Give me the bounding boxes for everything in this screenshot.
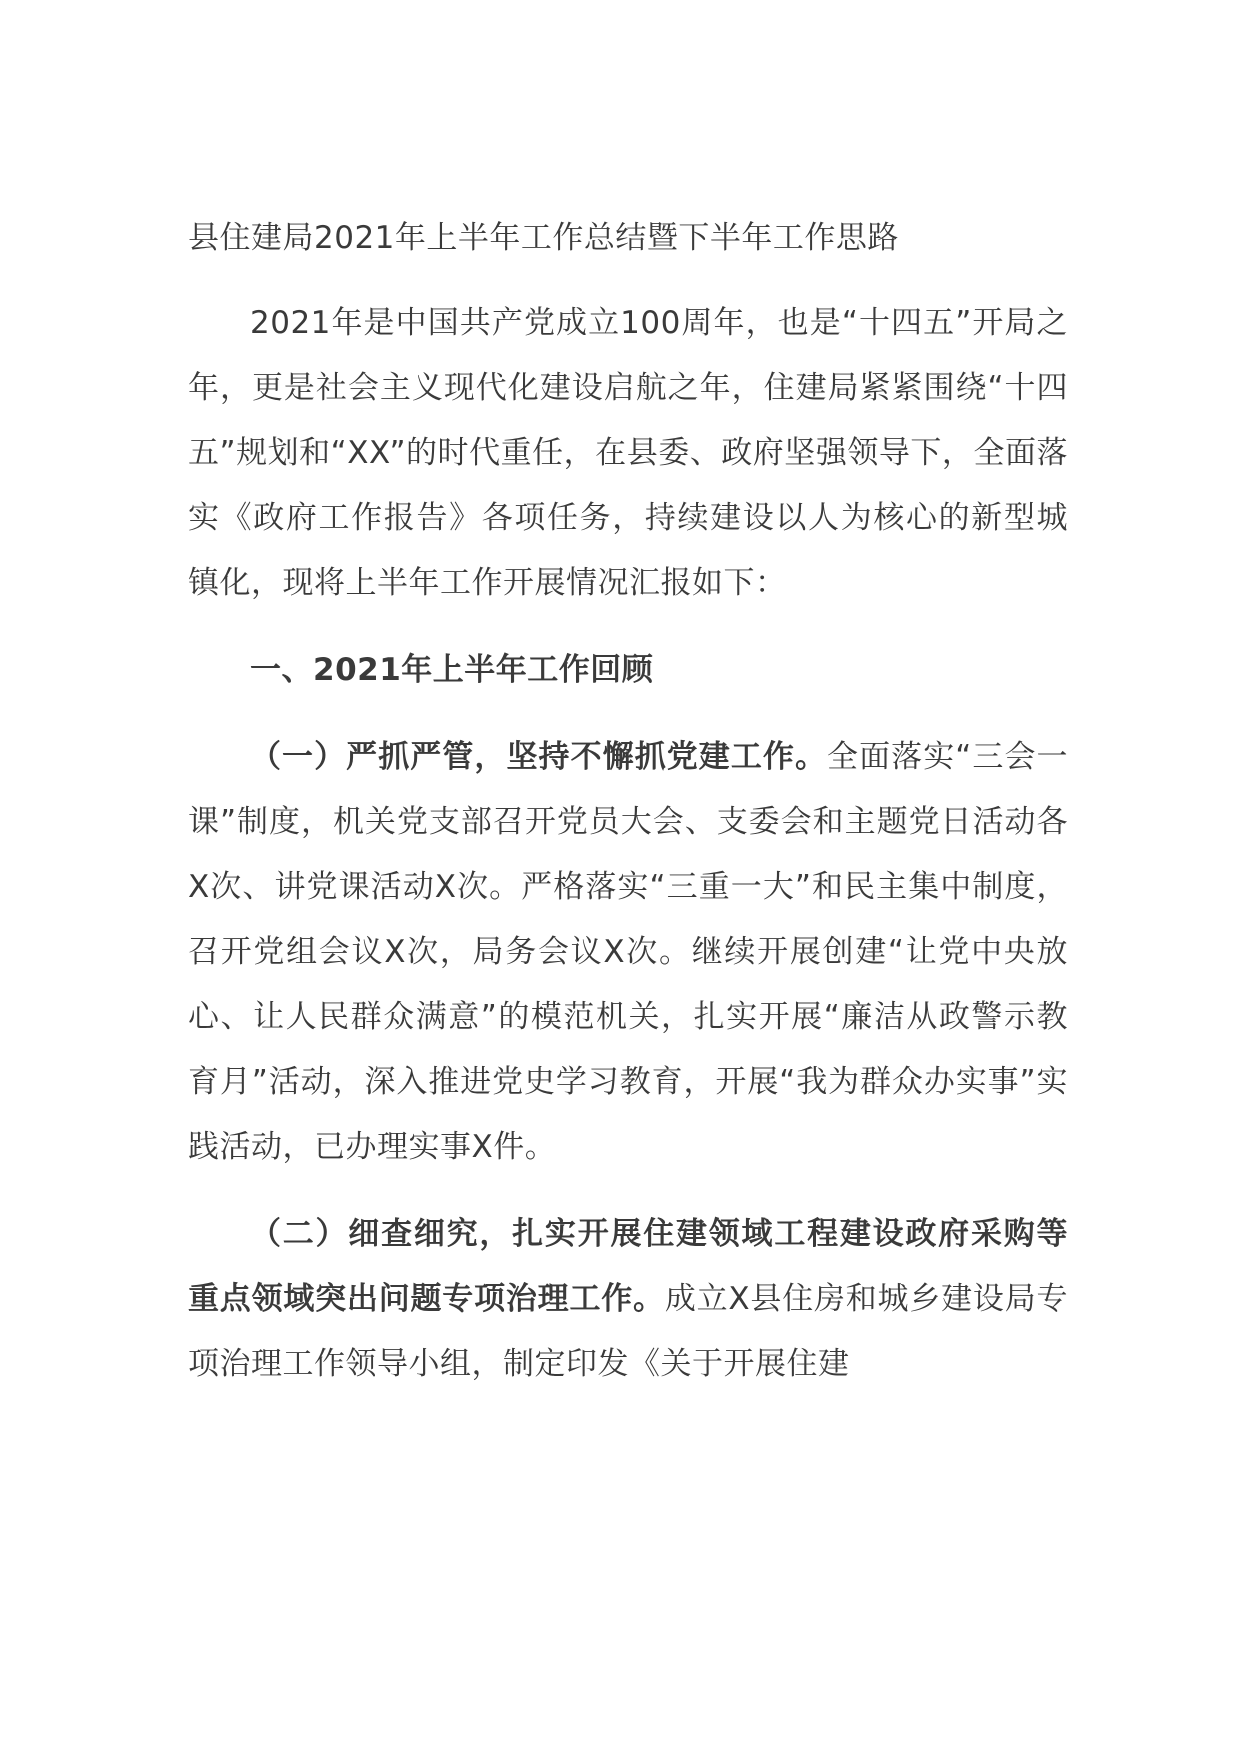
document-body: [188, 206, 1068, 1397]
paragraph-body-special-governance: 成立X县住房和城乡建设局专项治理工作领导小组，制定印发《关于开展住建: [188, 1281, 1068, 1382]
paragraph-lead-special-governance: （二）细查细究，扎实开展住建领域工程建设政府采购等重点领域突出问题专项治理工作。: [188, 1216, 1068, 1317]
paragraph-lead-party-building: （一）严抓严管，坚持不懈抓党建工作。: [250, 739, 828, 775]
paragraph-party-building: [188, 725, 1068, 1180]
intro-paragraph: 2021年是中国共产党成立100周年，也是“十四五”开局之年，更是社会主义现代化建设启航之年，住建局紧紧围绕“十四五”规划和“XX”的时代重任，在县委、政府坚强领导下，全面落实《政府工作报告》各项任务，持续建设以人为核心的新型城镇化，现将上半年工作开展情况汇报如下：: [188, 305, 1068, 601]
document-title: 县住建局2021年上半年工作总结暨下半年工作思路: [188, 220, 899, 256]
paragraph-body-party-building: 全面落实“三会一课”制度，机关党支部召开党员大会、支委会和主题党日活动各X次、讲党课活动X次。严格落实“三重一大”和民主集中制度，召开党组会议X次，局务会议X次。继续开展创建“让党中央放心、让人民群众满意”的模范机关，扎实开展“廉洁从政警示教育月”活动，深入推进党史学习教育，开展“我为群众办实事”实践活动，已办理实事X件。: [188, 739, 1069, 1165]
paragraph-special-governance: [188, 1202, 1068, 1397]
section-heading-review: 一、2021年上半年工作回顾: [250, 652, 654, 688]
